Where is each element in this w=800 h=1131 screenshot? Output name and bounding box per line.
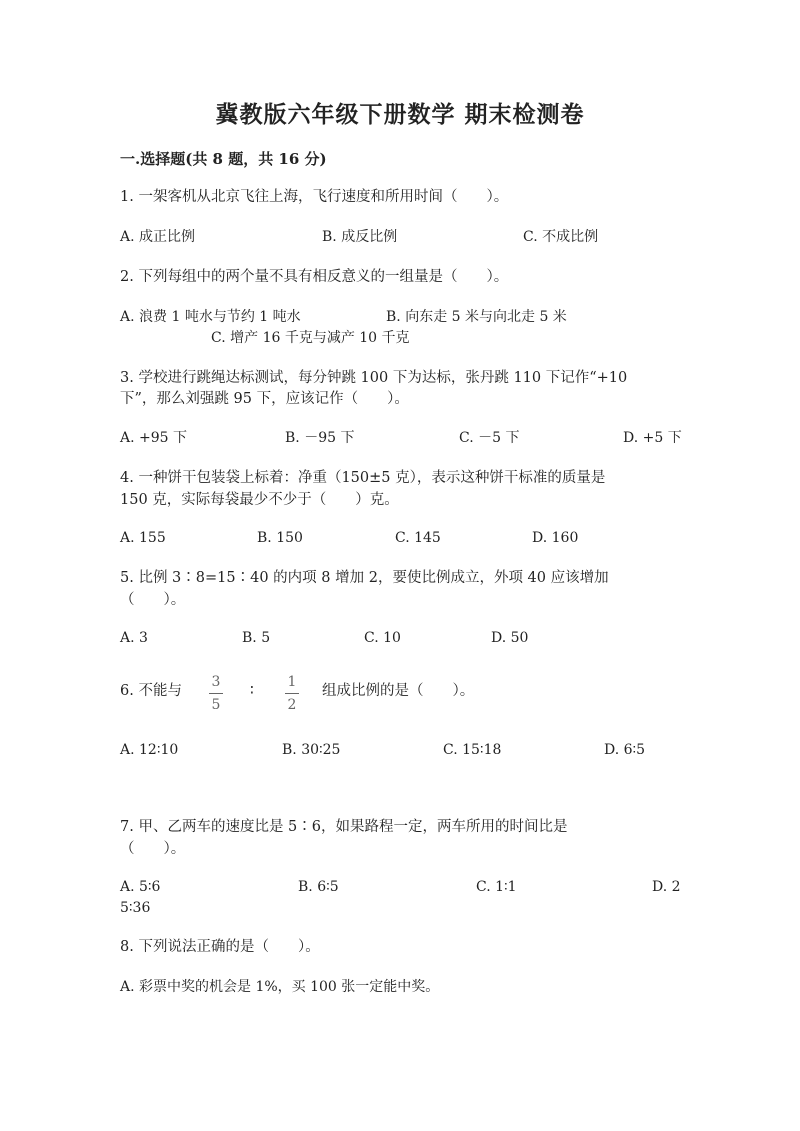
question-2-option-b[interactable]: B. 向东走 5 米与向北走 5 米 [386, 309, 567, 325]
question-3-option-d[interactable]: D. +5 下 [623, 430, 682, 446]
question-1-stem: 1. 一架客机从北京飞往上海，飞行速度和所用时间（ ）。 [120, 189, 509, 205]
question-5-stem-line-1: 5. 比例 3∶8=15∶40 的内项 8 增加 2，要使比例成立，外项 40 应该增加 [120, 570, 609, 586]
question-6-option-d[interactable]: D. 6∶5 [604, 742, 646, 758]
question-8-option-a[interactable]: A. 彩票中奖的机会是 1%，买 100 张一定能中奖。 [120, 979, 440, 995]
question-7-stem-line-2: （ ）。 [120, 841, 186, 857]
question-7-option-a[interactable]: A. 5∶6 [120, 879, 161, 895]
question-5-option-c[interactable]: C. 10 [364, 630, 401, 646]
fraction-bar [285, 693, 299, 694]
ratio-colon: ∶ [250, 683, 254, 699]
question-2-stem: 2. 下列每组中的两个量不具有相反意义的一组量是（ ）。 [120, 269, 509, 285]
question-3-option-c[interactable]: C. －5 下 [459, 430, 520, 446]
question-7-option-d[interactable]: D. 2 [652, 879, 681, 895]
fraction-numerator: 1 [287, 674, 297, 690]
question-4-stem-line-2: 150 克，实际每袋最少不少于（ ）克。 [120, 492, 399, 508]
question-6-stem-prefix: 6. 不能与 [120, 683, 182, 699]
question-3-stem-line-1: 3. 学校进行跳绳达标测试，每分钟跳 100 下为达标，张丹跳 110 下记作“+10 [120, 370, 628, 386]
question-6-option-c[interactable]: C. 15∶18 [443, 742, 502, 758]
question-4-option-c[interactable]: C. 145 [395, 530, 441, 546]
fraction-bar [209, 693, 223, 694]
question-4-option-b[interactable]: B. 150 [257, 530, 303, 546]
question-6-option-b[interactable]: B. 30∶25 [282, 742, 341, 758]
section-heading: 一.选择题(共 8 题，共 16 分) [120, 150, 327, 168]
fraction-denominator: 5 [211, 697, 221, 713]
question-7-stem-line-1: 7. 甲、乙两车的速度比是 5∶6，如果路程一定，两车所用的时间比是 [120, 819, 568, 835]
question-4-option-d[interactable]: D. 160 [532, 530, 579, 546]
question-8-stem: 8. 下列说法正确的是（ ）。 [120, 939, 320, 955]
question-7-option-d-wrap: 5∶36 [120, 900, 151, 916]
question-3-option-b[interactable]: B. －95 下 [285, 430, 355, 446]
fraction-three-fifths [208, 674, 224, 713]
page-title: 冀教版六年级下册数学 期末检测卷 [215, 101, 585, 128]
question-7-option-b[interactable]: B. 6∶5 [298, 879, 339, 895]
question-6-stem-suffix: 组成比例的是（ ）。 [322, 683, 475, 699]
question-3-option-a[interactable]: A. +95 下 [120, 430, 188, 446]
fraction-one-half [284, 674, 300, 713]
question-3-stem-line-2: 下”，那么刘强跳 95 下，应该记作（ ）。 [120, 391, 409, 407]
question-5-stem-line-2: （ ）。 [120, 592, 186, 608]
question-1-option-b[interactable]: B. 成反比例 [322, 229, 398, 245]
question-5-option-b[interactable]: B. 5 [242, 630, 271, 646]
fraction-denominator: 2 [287, 697, 297, 713]
fraction-numerator: 3 [211, 674, 221, 690]
question-4-stem-line-1: 4. 一种饼干包装袋上标着：净重（150±5 克），表示这种饼干标准的质量是 [120, 470, 606, 486]
question-5-option-d[interactable]: D. 50 [491, 630, 529, 646]
question-1-option-a[interactable]: A. 成正比例 [120, 229, 196, 245]
question-5-option-a[interactable]: A. 3 [120, 630, 148, 646]
question-2-option-c[interactable]: C. 增产 16 千克与减产 10 千克 [211, 330, 410, 346]
question-1-option-c[interactable]: C. 不成比例 [523, 229, 599, 245]
question-6-option-a[interactable]: A. 12∶10 [120, 742, 179, 758]
question-4-option-a[interactable]: A. 155 [120, 530, 166, 546]
question-2-option-a[interactable]: A. 浪费 1 吨水与节约 1 吨水 [120, 309, 301, 325]
question-7-option-c[interactable]: C. 1∶1 [476, 879, 517, 895]
